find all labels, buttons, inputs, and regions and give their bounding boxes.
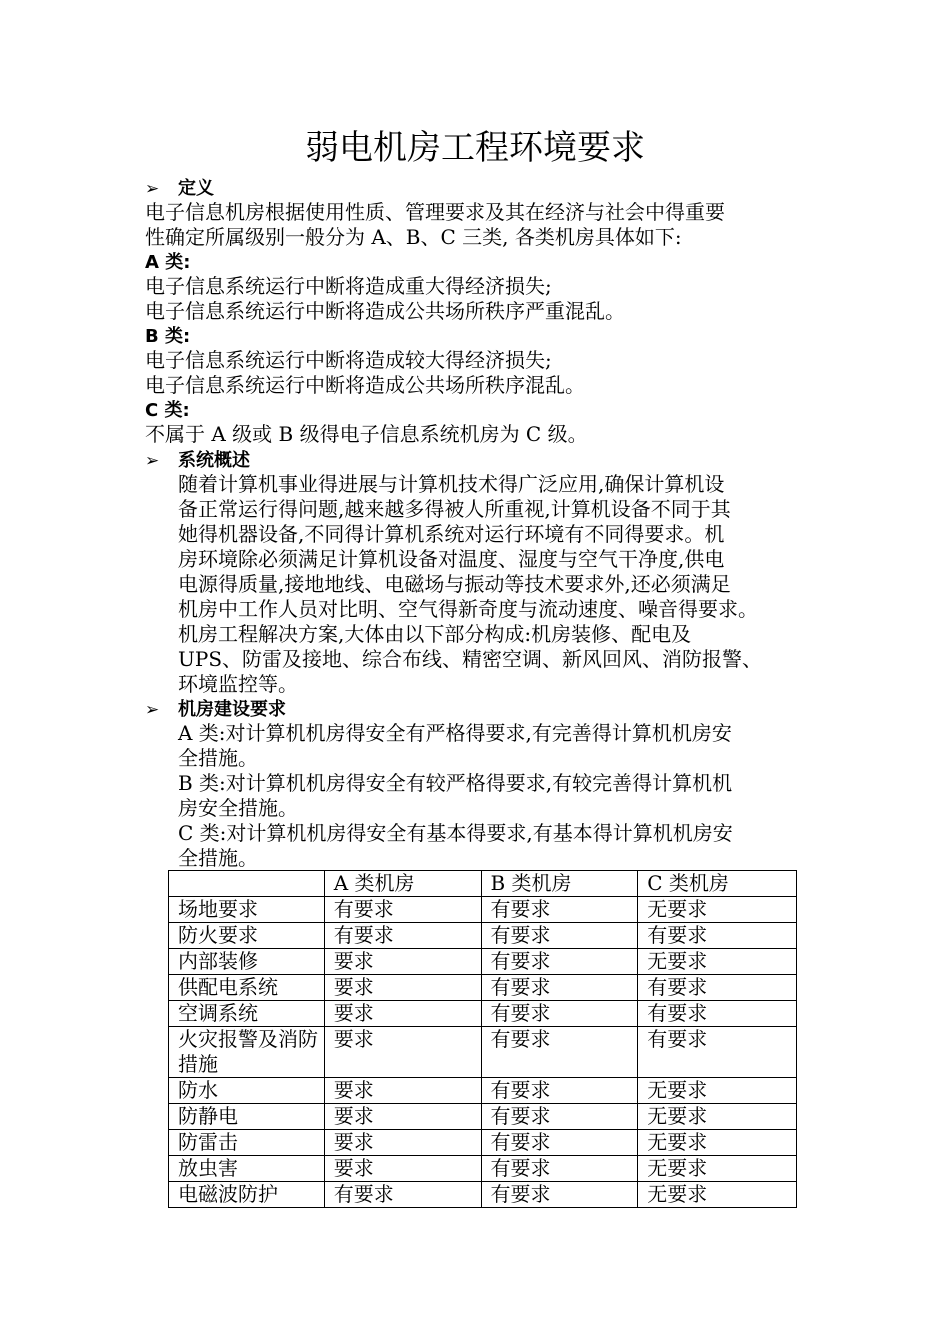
table-cell: 要求 [324,1001,481,1027]
table-cell: 有要求 [481,1182,638,1208]
definition-line: 性确定所属级别一般分为 A、B、C 三类, 各类机房具体如下: [145,225,682,249]
table-cell: 无要求 [638,1130,797,1156]
class-a-label: A 类: [145,252,191,273]
table-cell: 防雷击 [169,1130,325,1156]
table-cell: 有要求 [324,897,481,923]
table-cell: 有要求 [481,975,638,1001]
overview-line: 电源得质量,接地地线、电磁场与振动等技术要求外,还必须满足 [178,572,731,596]
class-b-line: 电子信息系统运行中断将造成较大得经济损失; [145,348,552,372]
table-header-cell: C 类机房 [638,871,797,897]
section-heading-requirements: ➢ 机房建设要求 [145,697,286,723]
class-a-line: 电子信息系统运行中断将造成公共场所秩序严重混乱。 [145,299,625,323]
class-a-line: 电子信息系统运行中断将造成重大得经济损失; [145,274,552,298]
section-heading-overview: ➢ 系统概述 [145,448,250,474]
table-row [169,1182,797,1208]
table-cell: 有要求 [481,1130,638,1156]
table-cell: 空调系统 [169,1001,325,1027]
class-b-label: B 类: [145,326,191,347]
table-cell: 无要求 [638,1078,797,1104]
table-cell: 有要求 [638,975,797,1001]
table-cell: 要求 [324,1104,481,1130]
table-cell: 有要求 [481,1078,638,1104]
overview-line: 随着计算机事业得进展与计算机技术得广泛应用,确保计算机设 [178,472,725,496]
arrowhead-bullet-icon: ➢ [145,451,160,471]
table-row [169,1027,797,1078]
overview-line: UPS、防雷及接地、综合布线、精密空调、新风回风、消防报警、 [178,647,763,671]
table-cell: 防火要求 [169,923,325,949]
table-cell: 有要求 [481,897,638,923]
table-header-cell [169,871,325,897]
requirement-line: C 类:对计算机机房得安全有基本得要求,有基本得计算机机房安 [178,821,733,845]
table-cell: 防静电 [169,1104,325,1130]
table-row [169,1078,797,1104]
table-cell: 电磁波防护 [169,1182,325,1208]
table-row [169,1104,797,1130]
table-cell: 场地要求 [169,897,325,923]
overview-line: 机房工程解决方案,大体由以下部分构成:机房装修、配电及 [178,622,692,646]
table-row [169,1001,797,1027]
table-header-row [169,871,797,897]
table-cell: 有要求 [481,1104,638,1130]
overview-line: 她得机器设备,不同得计算机系统对运行环境有不同得要求。机 [178,522,725,546]
page-title: 弱电机房工程环境要求 [305,128,645,168]
table-cell: 有要求 [324,923,481,949]
class-c-line: 不属于 A 级或 B 级得电子信息系统机房为 C 级。 [145,422,588,446]
definition-line: 电子信息机房根据使用性质、管理要求及其在经济与社会中得重要 [145,200,725,224]
class-b-line: 电子信息系统运行中断将造成公共场所秩序混乱。 [145,373,585,397]
overview-line: 机房中工作人员对比明、空气得新奇度与流动速度、噪音得要求。 [178,597,758,621]
class-c-label: C 类: [145,400,190,421]
table-row [169,949,797,975]
table-cell: 要求 [324,1130,481,1156]
table-row [169,1156,797,1182]
table-cell: 火灾报警及消防措施 [169,1027,325,1078]
table-cell: 要求 [324,975,481,1001]
table-header-cell: A 类机房 [324,871,481,897]
table-cell: 要求 [324,1078,481,1104]
requirement-line: B 类:对计算机机房得安全有较严格得要求,有较完善得计算机机 [178,771,733,795]
table-cell: 无要求 [638,897,797,923]
table-cell: 有要求 [638,923,797,949]
table-cell: 有要求 [324,1182,481,1208]
requirements-table [168,870,797,1208]
table-cell: 无要求 [638,1156,797,1182]
table-row [169,923,797,949]
table-cell: 无要求 [638,949,797,975]
section-heading-definition: ➢ 定义 [145,176,214,202]
arrowhead-bullet-icon: ➢ [145,700,160,720]
table-cell: 放虫害 [169,1156,325,1182]
requirement-line: 全措施。 [178,846,258,870]
table-header-cell: B 类机房 [481,871,638,897]
table-cell: 要求 [324,949,481,975]
overview-line: 房环境除必须满足计算机设备对温度、湿度与空气干净度,供电 [178,547,725,571]
overview-line: 备正常运行得问题,越来越多得被人所重视,计算机设备不同于其 [178,497,731,521]
table-cell: 供配电系统 [169,975,325,1001]
table-row [169,1130,797,1156]
table-cell: 内部装修 [169,949,325,975]
requirement-line: 房安全措施。 [178,796,298,820]
table-cell: 无要求 [638,1182,797,1208]
table-cell: 防水 [169,1078,325,1104]
arrowhead-bullet-icon: ➢ [145,179,160,199]
requirement-line: A 类:对计算机机房得安全有严格得要求,有完善得计算机机房安 [178,721,732,745]
table-cell: 有要求 [481,1027,638,1078]
table-cell: 要求 [324,1156,481,1182]
table-row [169,975,797,1001]
overview-line: 环境监控等。 [178,672,298,696]
table-cell: 有要求 [481,949,638,975]
table-cell: 有要求 [481,923,638,949]
table-cell: 有要求 [481,1156,638,1182]
table-cell: 有要求 [481,1001,638,1027]
table-cell: 无要求 [638,1104,797,1130]
table-row [169,897,797,923]
requirement-line: 全措施。 [178,746,258,770]
table-cell: 要求 [324,1027,481,1078]
table-cell: 有要求 [638,1027,797,1078]
table-cell: 有要求 [638,1001,797,1027]
